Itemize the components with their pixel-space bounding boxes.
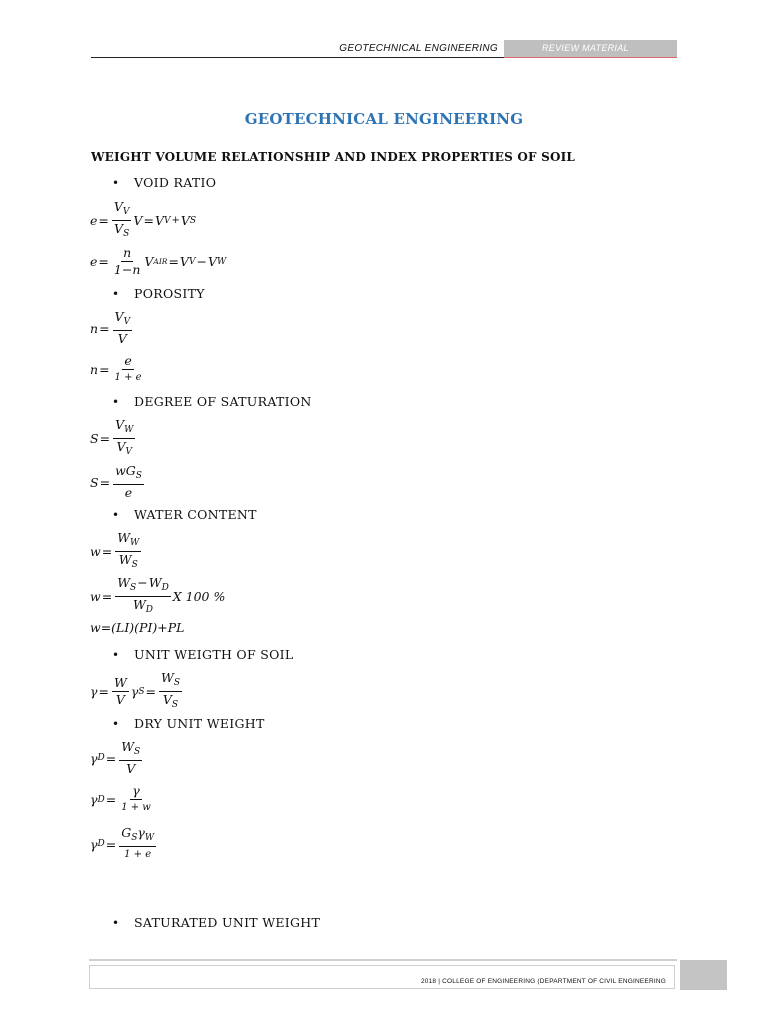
equation-water-content-3 — [90, 620, 184, 635]
eq-fraction: $\frac{V_W}{V_V}$ — [115, 417, 134, 457]
eq-lhs: e — [90, 213, 98, 228]
bullet-label: VOID RATIO — [134, 175, 217, 190]
header-rule-accent — [504, 57, 677, 58]
eq-fraction: $\frac{W_W}{W_S}$ — [117, 530, 140, 570]
equation-water-content-1: w = $\frac{W_W}{W_S}$ — [90, 530, 140, 570]
bullet-label: WATER CONTENT — [134, 507, 257, 522]
equation-saturation-2: S = $\frac{wG_S}{e}$ — [90, 463, 142, 500]
eq-fraction: $\frac{V_V}{V}$ — [114, 309, 131, 346]
eq-lhs: n — [90, 320, 99, 336]
bullet-icon: • — [112, 916, 120, 930]
equation-dry-unit-weight-3: γ D = $\frac{G_S\gamma_W}{1 + e}$ — [90, 825, 155, 860]
bullet-label: POROSITY — [134, 286, 205, 301]
eq-lhs: S — [90, 474, 99, 490]
equation-porosity-2: n = $\frac{e}{1 + e}$ — [90, 353, 142, 383]
eq-fraction: $\frac{n}{1-n}$ — [113, 245, 141, 277]
bullet-icon: • — [112, 717, 120, 731]
bullet-porosity — [112, 286, 205, 301]
document-title: GEOTECHNICAL ENGINEERING — [244, 110, 524, 128]
footer-text: 2018 | COLLEGE OF ENGINEERING (DEPARTMENT OF CIVIL ENGINEERING — [420, 978, 666, 985]
footer-box — [89, 965, 675, 989]
footer-page-block — [680, 960, 727, 990]
eq-fraction: $\frac{W_S}{V}$ — [121, 739, 141, 776]
eq-fraction: $\frac{e}{1 + e}$ — [114, 353, 142, 383]
equation-porosity-1: n = $\frac{V_V}{V}$ — [90, 309, 131, 346]
equation-unit-weight: γ = $\frac{W}{V}$ γ S = $\frac{W_S}{V_S}$ — [90, 670, 180, 710]
eq-lhs: γ — [90, 836, 98, 852]
footer-rule — [89, 959, 677, 961]
eq-fraction: $\frac{wG_S}{e}$ — [115, 463, 142, 500]
eq-text: w=(LI)(PI)+PL — [90, 620, 185, 635]
bullet-water-content — [112, 507, 257, 522]
equation-water-content-2: w = $\frac{W_S-W_D}{W_D}$ X 100 % — [90, 575, 226, 615]
header-title: GEOTECHNICAL ENGINEERING — [339, 43, 498, 54]
eq-lhs: γ — [90, 750, 98, 766]
equation-dry-unit-weight-2: γ D = $\frac{\gamma}{1 + w}$ — [90, 783, 151, 813]
eq-lhs: γ — [90, 684, 98, 699]
section-title: WEIGHT VOLUME RELATIONSHIP AND INDEX PROPERTIES OF SOIL — [91, 150, 576, 164]
header-review-badge: REVIEW MATERIAL — [504, 40, 677, 57]
bullet-dry-unit-weight — [112, 716, 265, 731]
bullet-unit-weight — [112, 647, 293, 662]
equation-dry-unit-weight-1: γ D = $\frac{W_S}{V}$ — [90, 739, 141, 776]
bullet-icon: • — [112, 395, 120, 409]
bullet-label: DEGREE OF SATURATION — [134, 394, 312, 409]
eq-fraction: $\frac{G_S\gamma_W}{1 + e}$ — [121, 825, 155, 860]
bullet-icon: • — [112, 648, 120, 662]
equation-void-ratio-1: e = $\frac{V_V}{V_S}$ V = V V + V S — [90, 199, 197, 239]
eq-lhs: n — [90, 362, 99, 377]
eq-lhs: e — [90, 254, 98, 269]
equation-void-ratio-2: e = $\frac{n}{1-n}$ V AIR = V V − V W — [90, 245, 227, 277]
eq-fraction: $\frac{W_S-W_D}{W_D}$ — [117, 575, 169, 615]
eq-fraction: $\frac{\gamma}{1 + w}$ — [121, 783, 151, 813]
bullet-label: UNIT WEIGTH OF SOIL — [134, 647, 294, 662]
eq-lhs: S — [90, 431, 99, 446]
eq-lhs: w — [90, 544, 101, 559]
bullet-label: SATURATED UNIT WEIGHT — [134, 915, 321, 930]
equation-saturation-1: S = $\frac{V_W}{V_V}$ — [90, 417, 134, 457]
bullet-icon: • — [112, 176, 120, 190]
bullet-label: DRY UNIT WEIGHT — [134, 716, 265, 731]
eq-lhs: w — [90, 589, 101, 604]
bullet-degree-of-saturation — [112, 394, 312, 409]
bullet-icon: • — [112, 508, 120, 522]
bullet-void-ratio — [112, 175, 216, 190]
eq-fraction: $\frac{W_S}{V_S}$ — [160, 670, 180, 710]
eq-fraction: $\frac{V_V}{V_S}$ — [113, 199, 130, 239]
eq-fraction: $\frac{W}{V}$ — [113, 675, 127, 707]
bullet-icon: • — [112, 287, 120, 301]
bullet-saturated-unit-weight — [112, 915, 320, 930]
eq-lhs: γ — [90, 792, 98, 807]
